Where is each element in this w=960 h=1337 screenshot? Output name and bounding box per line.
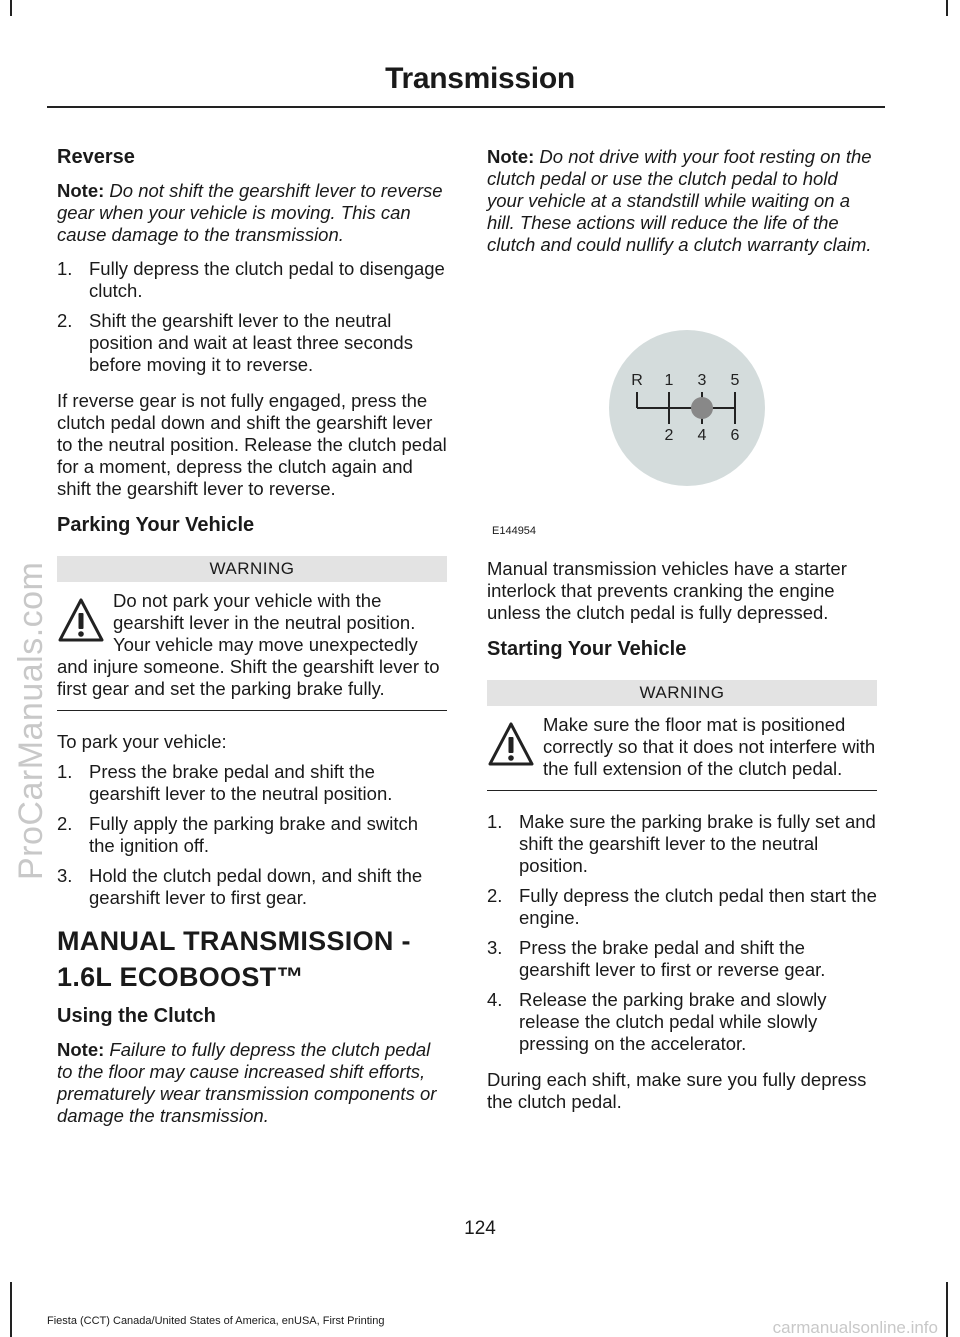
gear-label: 1 (664, 372, 674, 389)
gear-label: R (631, 372, 643, 389)
clutch-rest-note (487, 146, 877, 256)
list-item (487, 989, 877, 1055)
step-number: 2. (57, 813, 73, 834)
crop-mark (10, 0, 12, 16)
step-number: 2. (57, 310, 73, 331)
starting-heading: Starting Your Vehicle (487, 638, 687, 660)
step-number: 1. (487, 811, 503, 832)
shift-pattern-diagram (487, 268, 877, 548)
step-text: Hold the clutch pedal down, and shift the gearshift lever to first gear. (89, 865, 423, 908)
warning-text: Make sure the floor mat is positioned correctly so that it does not interfere with the full extension of the clutch pedal. (543, 714, 876, 779)
list-item (57, 310, 447, 376)
park-intro: To park your vehicle: (57, 731, 227, 752)
gear-label: 4 (697, 427, 707, 444)
warning-text: Do not park your vehicle with the gearshift lever in the neutral position. Your vehicle may move unexpectedly and injure someone. Shift the gearshift lever to first gear and set the parking brake fully. (57, 590, 440, 699)
warning-icon (57, 596, 105, 646)
gear-label: 3 (697, 372, 707, 389)
clutch-heading: Using the Clutch (57, 1005, 216, 1027)
step-text: Press the brake pedal and shift the gearshift lever to the neutral position. (89, 761, 393, 804)
figure-code: E144954 (492, 525, 537, 537)
gear-label: 2 (664, 427, 674, 444)
section-heading-line: 1.6L ECOBOOST™ (57, 962, 304, 992)
gear-label: 5 (730, 372, 740, 389)
page-number: 124 (464, 1218, 496, 1239)
right-column (487, 146, 877, 1127)
watermark: ProCarManuals.com (12, 561, 50, 880)
step-text: Release the parking brake and slowly release the clutch pedal while slowly pressing on the accelerator. (519, 989, 827, 1054)
note-label: Note: (57, 180, 105, 201)
list-item (487, 885, 877, 929)
list-item (57, 761, 447, 805)
divider (57, 710, 447, 711)
left-column (57, 146, 447, 1139)
park-steps (57, 761, 447, 909)
gear-label: 6 (730, 427, 740, 444)
step-number: 1. (57, 761, 73, 782)
list-item (57, 813, 447, 857)
step-text: Fully depress the clutch pedal then start the engine. (519, 885, 877, 928)
step-text: Make sure the parking brake is fully set and shift the gearshift lever to the neutral position. (519, 811, 876, 876)
note-text: Do not drive with your foot resting on the clutch pedal or use the clutch pedal to hold your vehicle at a standstill while waiting on a hill. These actions will reduce the life of the clutch and could nullify a clutch warranty claim. (487, 146, 872, 255)
crop-mark (946, 0, 948, 16)
footer-text: Fiesta (CCT) Canada/United States of America, enUSA, First Printing (47, 1315, 385, 1327)
start-steps (487, 811, 877, 1055)
interlock-paragraph: Manual transmission vehicles have a starter interlock that prevents cranking the engine unless the clutch pedal is fully depressed. (487, 558, 847, 623)
reverse-steps (57, 258, 447, 376)
clutch-note (57, 1039, 447, 1127)
warning-icon (487, 720, 535, 770)
reverse-paragraph: If reverse gear is not fully engaged, press the clutch pedal down and shift the gearshift lever to the neutral position. Release the clutch pedal for a moment, depress the clutch again and shift the gearshift lever to reverse. (57, 390, 447, 499)
step-number: 3. (487, 937, 503, 958)
step-number: 4. (487, 989, 503, 1010)
note-label: Note: (487, 146, 535, 167)
list-item (57, 865, 447, 909)
title-rule (47, 106, 885, 108)
step-text: Press the brake pedal and shift the gearshift lever to first or reverse gear. (519, 937, 826, 980)
note-text: Failure to fully depress the clutch pedal to the floor may cause increased shift efforts, prematurely wear transmission components or damage the transmission. (57, 1039, 437, 1126)
step-text: Fully depress the clutch pedal to disengage clutch. (89, 258, 445, 301)
section-heading (57, 923, 447, 995)
bottom-watermark: carmanualsonline.info (772, 1318, 938, 1337)
reverse-note (57, 180, 447, 246)
section-heading-line: MANUAL TRANSMISSION - (57, 926, 411, 956)
crop-mark (946, 1282, 948, 1337)
step-number: 2. (487, 885, 503, 906)
parking-heading: Parking Your Vehicle (57, 514, 255, 536)
note-label: Note: (57, 1039, 105, 1060)
step-text: Fully apply the parking brake and switch the ignition off. (89, 813, 419, 856)
step-number: 3. (57, 865, 73, 886)
gearshift-knob-icon (691, 397, 713, 419)
reverse-heading: Reverse (57, 146, 135, 168)
warning-title: WARNING (57, 556, 447, 582)
list-item (487, 937, 877, 981)
step-text: Shift the gearshift lever to the neutral position and wait at least three seconds before moving it to reverse. (89, 310, 413, 375)
shift-paragraph: During each shift, make sure you fully depress the clutch pedal. (487, 1069, 867, 1112)
crop-mark (10, 1282, 12, 1337)
warning-box (487, 714, 877, 780)
warning-title: WARNING (487, 680, 877, 706)
list-item (57, 258, 447, 302)
step-number: 1. (57, 258, 73, 279)
note-text: Do not shift the gearshift lever to reverse gear when your vehicle is moving. This can cause damage to the transmission. (57, 180, 443, 245)
list-item (487, 811, 877, 877)
divider (487, 790, 877, 791)
warning-box (57, 590, 447, 700)
shift-pattern-figure (487, 268, 877, 548)
page-title: Transmission (385, 62, 575, 95)
